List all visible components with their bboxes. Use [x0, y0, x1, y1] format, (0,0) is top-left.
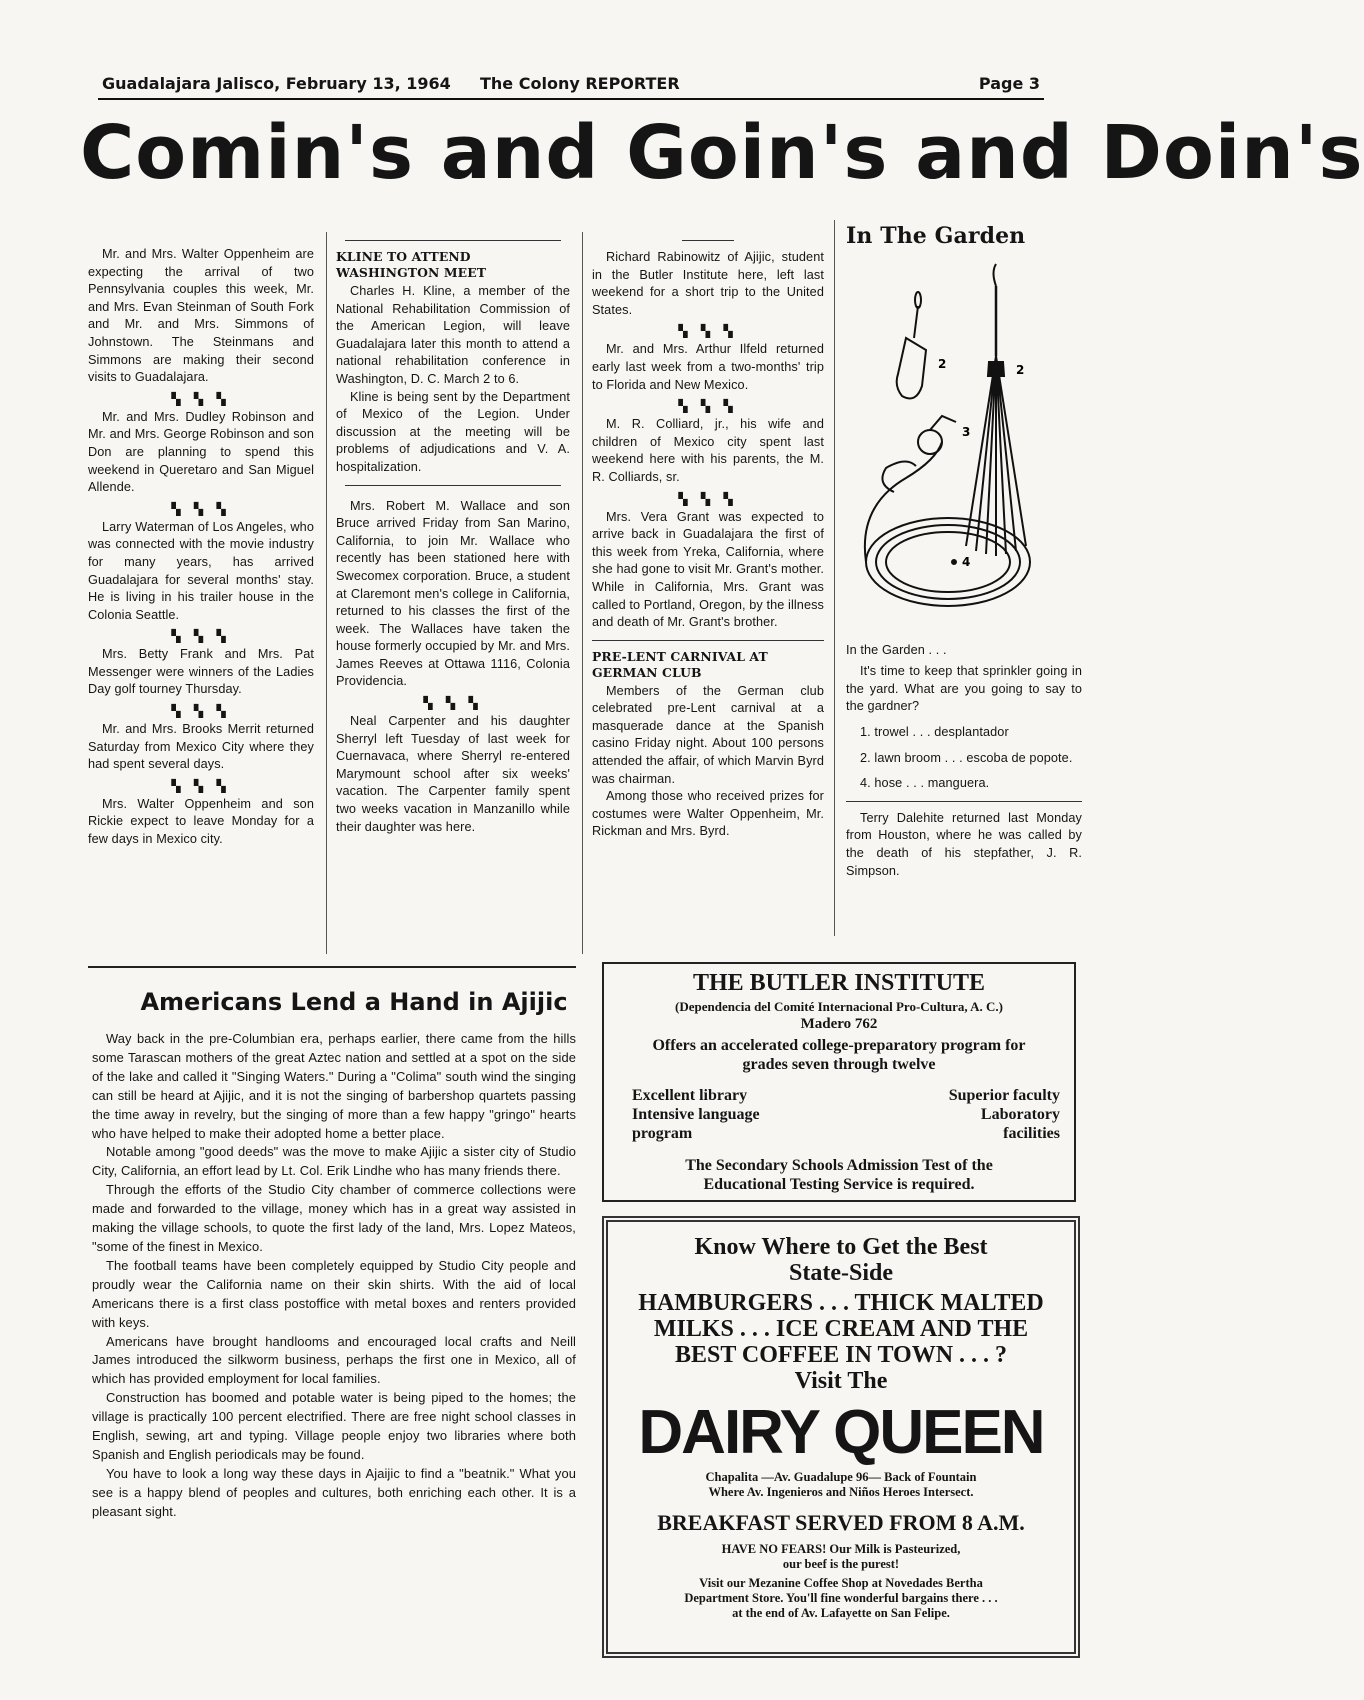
dq-note: our beef is the purest!	[782, 1557, 900, 1571]
dq-line: Know Where to Get the Best	[694, 1234, 988, 1260]
article-paragraph: You have to look a long way these days in Ajaijic to find a "beatnik." What you see is a happy blend of peoples and cultures, both enriching each other. It is a pleasant sight.	[92, 1465, 576, 1519]
butler-footer: The Secondary Schools Admission Test of the Educational Testing Service is required.	[685, 1157, 993, 1193]
dq-location: Chapalita —Av. Guadalupe 96— Back of Fountain	[705, 1470, 977, 1484]
item-separator: ▚ ▚ ▚	[423, 696, 483, 711]
item-separator: ▚ ▚ ▚	[171, 501, 231, 516]
dq-line: HAMBURGERS . . . THICK MALTED	[638, 1290, 1044, 1316]
garden-title: In The Garden	[846, 223, 1026, 249]
garden-intro: In the Garden . . .	[846, 642, 947, 657]
article-paragraph: Construction has boomed and potable water is being piped to the homes; the village is practically 100 percent electrified. There are free night school classes in English, sewing, art and typing. Village people enjoy two libraries where both Spanish and English periodicals may be found.	[92, 1390, 576, 1462]
item-separator: ▚ ▚ ▚	[171, 391, 231, 406]
news-item: Charles H. Kline, a member of the National Rehabilitation Commission of the American Legion, will leave Guadalajara later this month to attend a national rehabilitation conference in Washington, D. C. March 2 to 6.	[336, 284, 570, 386]
news-item: Larry Waterman of Los Angeles, who was connected with the movie industry for many years, has arrived Guadalajara for several months' stay. He is living in his trailer house in the Colonia Seattle.	[88, 519, 314, 622]
dq-brand: DAIRY QUEEN	[638, 1398, 1044, 1467]
dq-line: State-Side	[789, 1260, 893, 1286]
news-item: Mr. and Mrs. Walter Oppenheim are expecting the arrival of two Pennsylvania couples this week, Mr. and Mrs. Evan Steinman of South Fork and Mr. and Mrs. Simmons of Johnstown. The Steinmans and Simmons are making their second visits to Guadalajara.	[88, 247, 314, 385]
article-paragraph: Notable among "good deeds" was the move to make Ajijic a sister city of Studio City, California, an effort lead by Lt. Col. Erik Lindhe who has many friends there.	[92, 1144, 576, 1179]
article-paragraph: The football teams have been completely equipped by Studio City people and proudly wear the California name on their skin shirts. With the aid of local Americans there is a first class postoffice with metal boxes and renters provided with keys.	[92, 1257, 576, 1330]
news-item: Members of the German club celebrated pre-Lent carnival at a masquerade dance at the Spanish casino Friday night. About 100 persons attended the affair, of which Marvin Byrd was chairman.	[592, 683, 824, 786]
item-separator: ▚ ▚ ▚	[171, 704, 231, 719]
vocab-item: 4. hose . . . manguera.	[860, 776, 990, 791]
article-headline: Americans Lend a Hand in Ajijic	[140, 988, 568, 1016]
butler-features-right: Superior faculty Laboratory facilities	[948, 1087, 1060, 1142]
garden-column	[846, 223, 1082, 880]
news-item: Kline is being sent by the Department of Mexico of the Legion. Under discussion at the meeting will be problems of adjudications and V. A. hospitalization.	[336, 389, 570, 474]
news-item: Neal Carpenter and his daughter Sherryl left Tuesday of last week for Cuernavaca, where Sherryl re-entered Marymount school after six weeks' vacation. The Carpenter family spent two weeks vacation in Manzanillo while their daughter was here.	[336, 714, 570, 834]
news-item: Mr. and Mrs. Dudley Robinson and Mr. and Mrs. George Robinson and son Don are planning to spend this weekend in Queretaro and San Miguel Allende.	[88, 409, 314, 495]
column-rule	[582, 232, 583, 954]
dq-breakfast: BREAKFAST SERVED FROM 8 A.M.	[657, 1510, 1025, 1535]
item-separator: ▚ ▚ ▚	[678, 324, 738, 339]
news-item: Mrs. Robert M. Wallace and son Bruce arrived Friday from San Marino, California, to join Mr. Wallace who recently has been stationed here with Swecomex corporation. Bruce, a student at Claremont men's college in California, returned to his classes the first of the week. The Wallaces have taken the house formerly occupied by Mr. and Mrs. James Reeves at Ottawa 1116, Colonia Providencia.	[336, 498, 570, 689]
page-header	[98, 72, 1044, 100]
dq-note: at the end of Av. Lafayette on San Felipe.	[732, 1606, 950, 1620]
nozzle-label: 3	[962, 424, 971, 439]
news-item: Mrs. Vera Grant was expected to arrive back in Guadalajara the first of this week from Yreka, California, where she had gone to visit Mr. Grant's mother. While in California, Mrs. Grant was called to Portland, Oregon, by the illness and death of Mr. Grant's brother.	[592, 509, 824, 630]
column-rule	[326, 232, 327, 954]
news-item: Richard Rabinowitz of Ajijic, student in the Butler Institute here, left last weekend for a short trip to the United States.	[592, 250, 824, 317]
butler-subtitle: (Dependencia del Comité Internacional Pro-Cultura, A. C.)	[675, 999, 1003, 1014]
butler-offer: Offers an accelerated college-preparatory program for grades seven through twelve	[652, 1037, 1026, 1073]
news-item: Mr. and Mrs. Brooks Merrit returned Saturday from Mexico City where they had spent several days.	[88, 722, 314, 772]
butler-institute-ad	[602, 962, 1076, 1202]
news-item: Mr. and Mrs. Arthur Ilfeld returned early last week from a two-months' trip to Florida and New Mexico.	[592, 342, 824, 392]
dq-line: BEST COFFEE IN TOWN . . . ?	[674, 1342, 1008, 1368]
top-rule	[345, 240, 560, 241]
story-rule	[592, 640, 824, 641]
item-separator: ▚ ▚ ▚	[171, 778, 231, 793]
news-item: Mrs. Walter Oppenheim and son Rickie expect to leave Monday for a few days in Mexico city.	[88, 796, 314, 847]
carnival-headline: PRE-LENT CARNIVAL AT GERMAN CLUB	[592, 648, 768, 680]
trowel-icon	[897, 338, 926, 398]
broom-label: 2	[1016, 362, 1025, 377]
header-page-number: Page 3	[978, 74, 1040, 93]
news-item: M. R. Colliard, jr., his wife and children of Mexico city spent last weekend here with his parents, the M. R. Colliards, sr.	[592, 417, 824, 484]
column-social-notes-1	[88, 246, 314, 849]
butler-address: Madero 762	[800, 1016, 878, 1032]
article-paragraph: Through the efforts of the Studio City chamber of commerce collections were made and forwarded to the village, money which has in a great way assisted in making the village schools, to quote the first lady of the land, Mrs. Lopez Mateos, "some of the finest in Mexico.	[92, 1182, 576, 1254]
vocab-item: 2. lawn broom . . . escoba de popote.	[860, 750, 1073, 765]
garden-tools-illustration	[846, 246, 1082, 636]
column-rule	[834, 220, 835, 936]
butler-title: THE BUTLER INSTITUTE	[692, 970, 986, 996]
section-masthead: Comin's and Goin's and Doin's	[80, 110, 1364, 196]
vocab-item: 1. trowel . . . desplantador	[860, 724, 1009, 739]
story-rule	[846, 801, 1082, 802]
header-paper-name: The Colony REPORTER	[480, 74, 680, 93]
dairy-queen-ad	[602, 1216, 1080, 1658]
item-separator: ▚ ▚ ▚	[171, 629, 231, 644]
top-rule	[682, 240, 733, 241]
column-social-notes-2	[336, 236, 570, 836]
butler-features-left: Excellent library Intensive language program	[632, 1087, 760, 1142]
article-paragraph: Way back in the pre-Columbian era, perhaps earlier, there came from the hills some Tarascan mothers of the great Aztec nation and settled at a spot on the side of the lake and called it "Singing Waters." During a "Colima" south wind the singing can still be heard at Ajijic, and it is not the singing of barbershop quartets passing the time away in revelry, but the singing of more than a few happy "gringo" hearts who have helped to make their adopted home a better place.	[92, 1031, 576, 1141]
news-item: Among those who received prizes for costumes were Walter Oppenheim, Mr. Rickman and Mrs. Byrd.	[592, 789, 824, 839]
article-paragraph: Americans have brought handlooms and encouraged local crafts and Neill James introduced the silkworm business, perhaps the first one in Mexico, all of which has provided employment for local families.	[92, 1333, 576, 1387]
item-separator: ▚ ▚ ▚	[678, 399, 738, 414]
kline-headline: KLINE TO ATTEND WASHINGTON MEET	[336, 249, 487, 280]
item-separator: ▚ ▚ ▚	[678, 491, 738, 506]
story-rule	[345, 485, 560, 486]
section-rule	[88, 966, 576, 968]
hose-label: 4	[962, 554, 971, 569]
dq-note: Department Store. You'll fine wonderful bargains there . . .	[684, 1591, 998, 1605]
dq-location: Where Av. Ingenieros and Niños Heroes Intersect.	[708, 1485, 974, 1499]
dq-line: MILKS . . . ICE CREAM AND THE	[653, 1316, 1029, 1342]
news-item: Mrs. Betty Frank and Mrs. Pat Messenger were winners of the Ladies Day golf tourney Thursday.	[88, 647, 314, 697]
header-dateline: Guadalajara Jalisco, February 13, 1964	[102, 74, 451, 93]
column-social-notes-3	[592, 236, 824, 841]
dq-note: HAVE NO FEARS! Our Milk is Pasteurized,	[721, 1542, 961, 1556]
trowel-label: 2	[938, 356, 947, 371]
ajijic-article	[92, 1030, 576, 1522]
news-item: Terry Dalehite returned last Monday from Houston, where he was called by the death of his stepfather, J. R. Simpson.	[846, 810, 1082, 878]
garden-text: It's time to keep that sprinkler going in the yard. What are you going to say to the gardner?	[846, 664, 1082, 714]
dq-note: Visit our Mezanine Coffee Shop at Novedades Bertha	[699, 1576, 983, 1590]
dq-line: Visit The	[794, 1368, 888, 1394]
